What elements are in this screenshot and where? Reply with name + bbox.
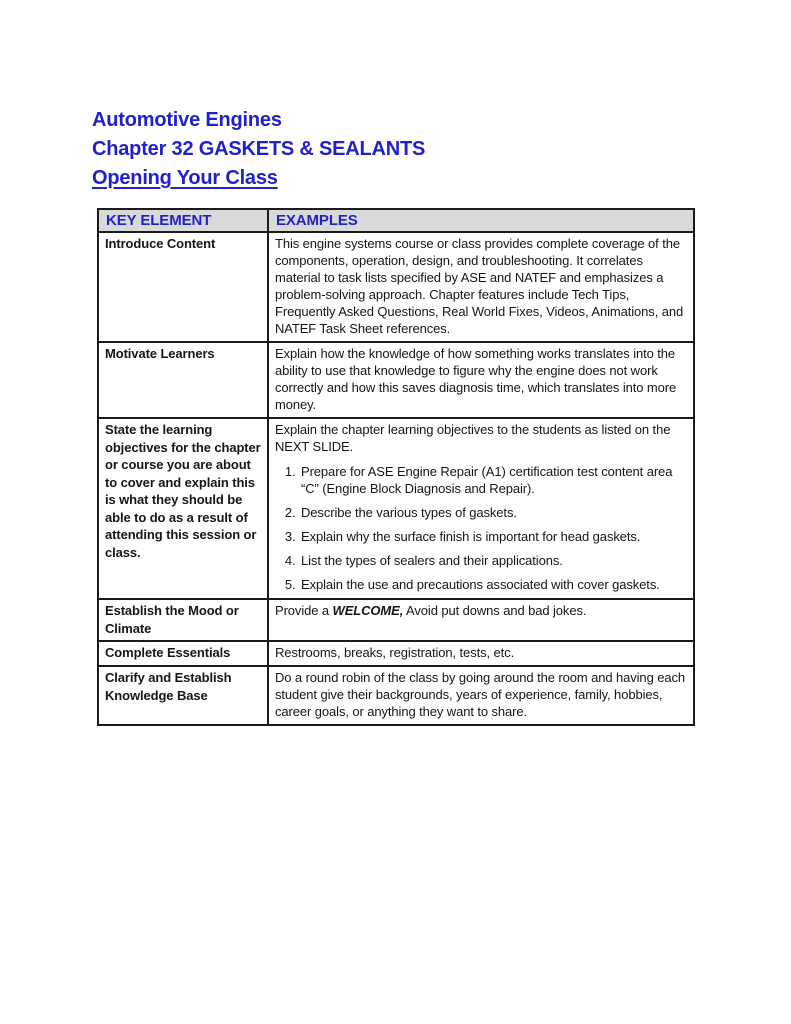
examples-cell — [268, 641, 694, 666]
key-element-cell: Establish the Mood or Climate — [98, 599, 268, 641]
key-element-cell: Motivate Learners — [98, 342, 268, 418]
examples-cell — [268, 599, 694, 641]
key-element-table — [97, 208, 695, 726]
title-line-course: Automotive Engines — [92, 109, 282, 131]
key-element-cell: State the learning objectives for the chapter or course you are about to cover and explain this is what they should be able to do as a result of attending this session or class. — [98, 418, 268, 599]
example-paragraph: Explain how the knowledge of how something works translates into the ability to use that knowledge to figure why the engine does not work correctly and how this saves diagnosis time, which translates into more money. — [275, 346, 677, 412]
table-row — [98, 232, 694, 342]
example-paragraph: Restrooms, breaks, registration, tests, etc. — [275, 645, 515, 660]
plain-text: Provide a — [275, 603, 333, 618]
key-element-column-header: KEY ELEMENT — [98, 209, 268, 232]
emphasized-text: WELCOME, — [332, 603, 404, 618]
key-element-cell: Clarify and Establish Knowledge Base — [98, 666, 268, 725]
examples-cell — [268, 232, 694, 342]
objectives-list-item: 4. List the types of sealers and their applications. — [299, 552, 687, 569]
example-paragraph: Explain the chapter learning objectives to the students as listed on the NEXT SLIDE. — [275, 422, 671, 454]
example-paragraph — [275, 602, 687, 619]
objectives-list-item: 1. Prepare for ASE Engine Repair (A1) certification test content area “C” (Engine Block Diagnosis and Repair). — [299, 463, 687, 497]
table-row — [98, 666, 694, 725]
plain-text: Avoid put downs and bad jokes. — [403, 603, 587, 618]
examples-column-header: EXAMPLES — [268, 209, 694, 232]
examples-cell — [268, 342, 694, 418]
objectives-list-item: 5. Explain the use and precautions associated with cover gaskets. — [299, 576, 687, 593]
objectives-list — [275, 463, 687, 593]
examples-cell — [268, 418, 694, 599]
table-row — [98, 641, 694, 666]
key-element-cell: Introduce Content — [98, 232, 268, 342]
title-line-section: Opening Your Class — [92, 167, 278, 189]
table-header-row — [98, 209, 694, 232]
document-title — [92, 106, 425, 193]
table-row — [98, 342, 694, 418]
example-paragraph: Do a round robin of the class by going around the room and having each student give their backgrounds, years of experience, family, hobbies, career goals, or anything they want to share. — [275, 670, 685, 719]
objectives-list-item: 2. Describe the various types of gaskets. — [299, 504, 687, 521]
table-row — [98, 599, 694, 641]
key-element-cell: Complete Essentials — [98, 641, 268, 666]
objectives-list-item: 3. Explain why the surface finish is important for head gaskets. — [299, 528, 687, 545]
key-element-table-body — [98, 232, 694, 725]
example-paragraph: This engine systems course or class provides complete coverage of the components, operation, design, and troubleshooting. It correlates material to task lists specified by ASE and NATEF and emphasizes a problem-solving approach. Chapter features include Tech Tips, Frequently Asked Questions, Real World Fixes, Videos, Animations, and NATEF Task Sheet references. — [275, 236, 684, 336]
examples-cell — [268, 666, 694, 725]
title-line-chapter: Chapter 32 GASKETS & SEALANTS — [92, 138, 426, 160]
table-row — [98, 418, 694, 599]
